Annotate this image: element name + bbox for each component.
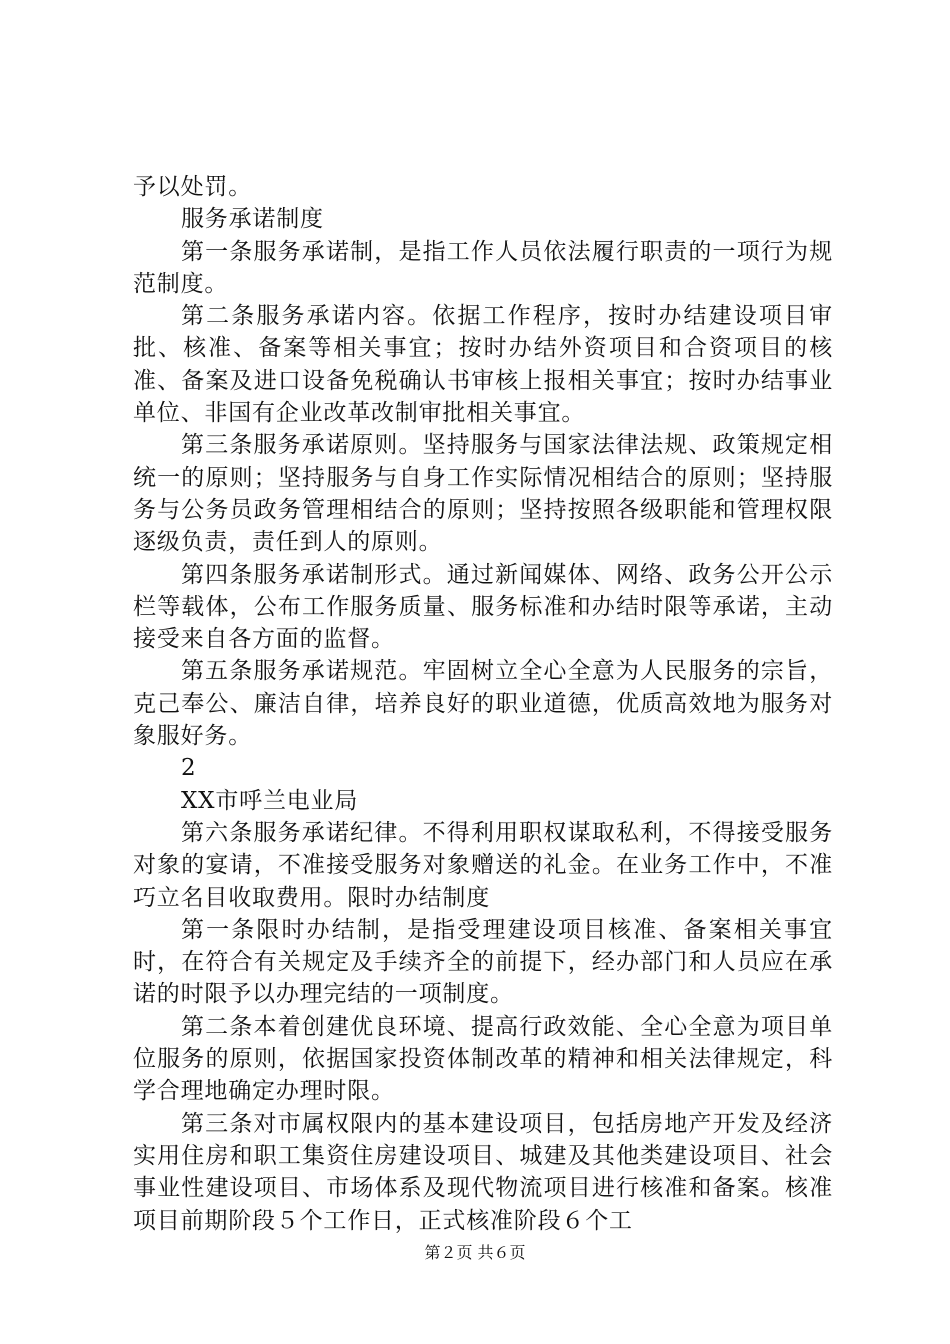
inline-page-number: 2 [181, 755, 197, 782]
organization-name: XX市呼兰电业局 [181, 787, 359, 814]
paragraph-0: 予以处罚。 [133, 174, 252, 200]
paragraph-11: 第二条本着创建优良环境、提高行政效能、全心全意为项目单位服务的原则，依据国家投资体制改革的精神和相关法律规定，科学合理地确定办理时限。 [133, 1013, 833, 1105]
paragraph-9: 第六条服务承诺纪律。不得利用职权谋取私利，不得接受服务对象的宴请，不准接受服务对象赠送的礼金。在业务工作中，不准巧立名目收取费用。限时办结制度 [133, 819, 833, 911]
page-footer: 第２页 共６页 [424, 1243, 526, 1262]
paragraph-10: 第一条限时办结制，是指受理建设项目核准、备案相关事宜时，在符合有关规定及手续齐全的前提下，经办部门和人员应在承诺的时限予以办理完结的一项制度。 [133, 916, 833, 1008]
paragraph-4: 第三条服务承诺原则。坚持服务与国家法律法规、政策规定相统一的原则；坚持服务与自身工作实际情况相结合的原则；坚持服务与公务员政务管理相结合的原则；坚持按照各级职能和管理权限逐级负责，责任到人的原则。 [133, 432, 833, 556]
section-heading-service-commitment: 服务承诺制度 [181, 206, 324, 233]
paragraph-2: 第一条服务承诺制，是指工作人员依法履行职责的一项行为规范制度。 [133, 238, 833, 297]
paragraph-5: 第四条服务承诺制形式。通过新闻媒体、网络、政务公开公示栏等载体，公布工作服务质量、服务标准和办结时限等承诺，主动接受来自各方面的监督。 [133, 561, 833, 653]
paragraph-6: 第五条服务承诺规范。牢固树立全心全意为人民服务的宗旨，克己奉公、廉洁自律，培养良好的职业道德，优质高效地为服务对象服好务。 [133, 658, 833, 750]
document-body [133, 171, 833, 1237]
paragraph-12: 第三条对市属权限内的基本建设项目，包括房地产开发及经济实用住房和职工集资住房建设项目、城建及其他类建设项目、社会事业性建设项目、市场体系及现代物流项目进行核准和备案。核准项目前期阶段５个工作日，正式核准阶段６个工 [133, 1110, 833, 1234]
paragraph-3: 第二条服务承诺内容。依据工作程序，按时办结建设项目审批、核准、备案等相关事宜；按时办结外资项目和合资项目的核准、备案及进口设备免税确认书审核上报相关事宜；按时办结事业单位、非国有企业改革改制审批相关事宜。 [133, 303, 833, 427]
